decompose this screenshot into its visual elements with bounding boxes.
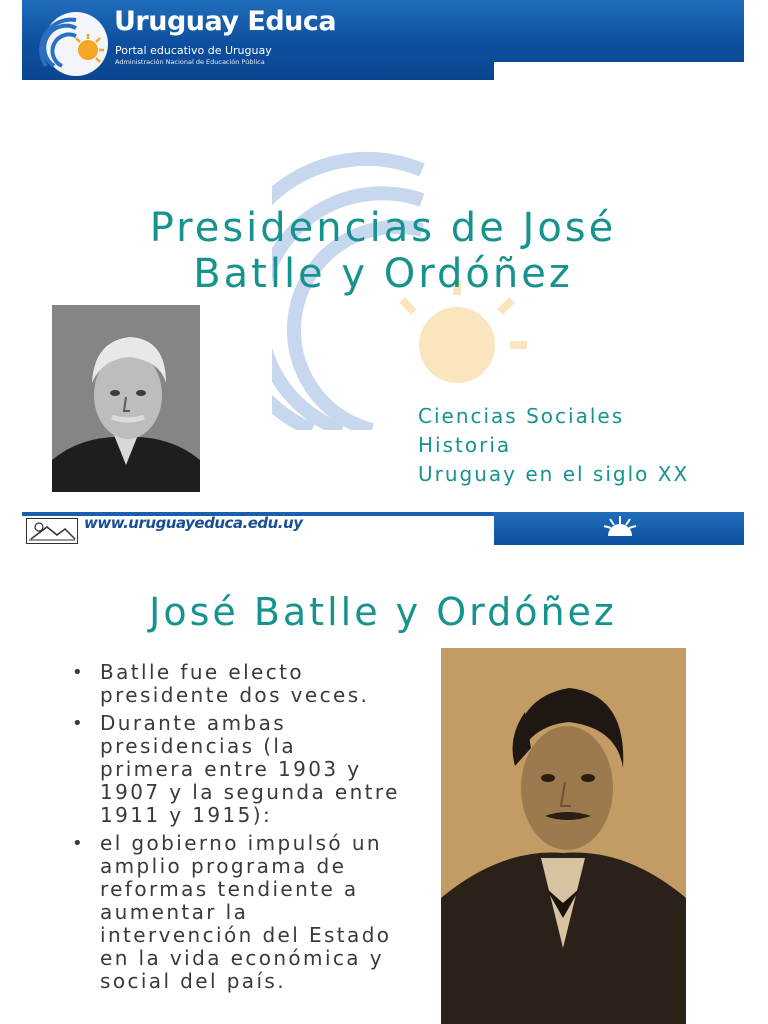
portrait-elderly-man-icon — [52, 305, 200, 492]
subject-item: Uruguay en el siglo XX — [418, 462, 690, 486]
list-item — [68, 832, 438, 993]
brand-subtitle: Portal educativo de Uruguay — [115, 44, 272, 57]
slide-title-line2: Batlle y Ordóñez — [193, 251, 573, 297]
subject-item: Historia — [418, 433, 512, 457]
footer-sun-mountain-icon — [26, 518, 78, 544]
footer-band — [22, 512, 744, 545]
slide-title — [22, 205, 744, 297]
anep-logo-icon — [596, 514, 644, 544]
bullet-line: 1907 y la segunda entre — [100, 780, 400, 804]
bullet-icon: • — [72, 713, 86, 734]
subject-list — [418, 402, 689, 489]
bullet-line: el gobierno impulsó un — [100, 831, 382, 855]
bullet-line: Durante ambas — [100, 711, 287, 735]
bullet-line: Batlle fue electo — [100, 660, 305, 684]
bullet-line: 1911 y 1915): — [100, 803, 273, 827]
slide-title: José Batlle y Ordóñez — [149, 590, 617, 634]
header-notch — [494, 62, 744, 80]
bullet-icon: • — [72, 833, 86, 854]
uruguay-educa-logo-icon — [36, 6, 116, 76]
bullet-line: social del país. — [100, 969, 286, 993]
list-item — [68, 661, 438, 707]
bullet-line: primera entre 1903 y — [100, 757, 362, 781]
brand-title: Uruguay Educa — [114, 6, 337, 37]
bullet-line: presidente dos veces. — [100, 683, 370, 707]
bullet-line: intervención del Estado — [100, 923, 392, 947]
brand-subtitle-small: Administración Nacional de Educación Pública — [115, 58, 265, 66]
title-slide — [22, 0, 744, 545]
bullet-line: reformas tendiente a — [100, 877, 359, 901]
slide-title-line1: Presidencias de José — [149, 205, 617, 251]
bullet-icon: • — [72, 662, 86, 683]
bullet-line: amplio programa de — [100, 854, 347, 878]
content-slide — [22, 568, 744, 1024]
subject-item: Ciencias Sociales — [418, 404, 625, 428]
bullet-list — [68, 661, 438, 998]
footer-url-link[interactable]: www.uruguayeduca.edu.uy — [84, 514, 303, 532]
list-item — [68, 712, 438, 827]
bullet-line: aumentar la — [100, 900, 249, 924]
bullet-line: en la vida económica y — [100, 946, 384, 970]
portrait-young-man-icon — [441, 648, 686, 1024]
bullet-line: presidencias (la — [100, 734, 297, 758]
